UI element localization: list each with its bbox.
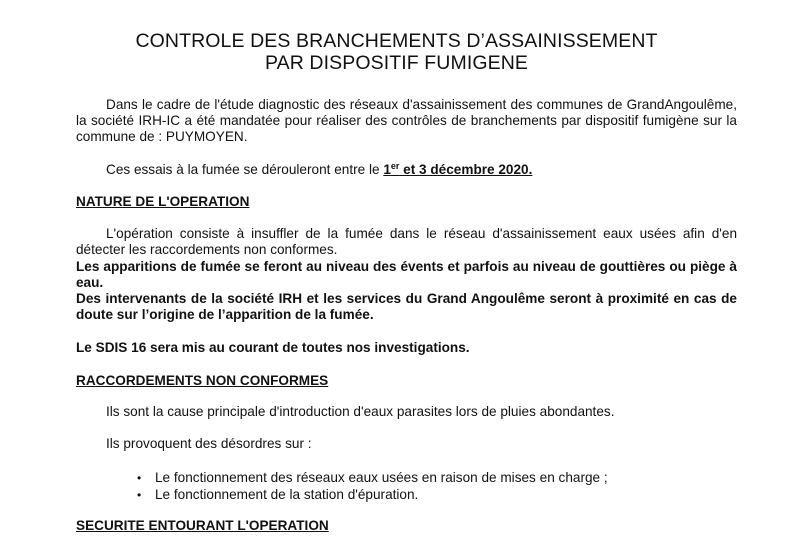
dates-day: 1 (383, 162, 391, 177)
sdis-notice: Le SDIS 16 sera mis au courant de toutes nos investigations. (76, 340, 470, 355)
nature-paragraph: L'opération consiste à insuffler de la fumée dans le réseau d'assainissement eaux usées afin d'en détecter les raccordements non conformes. (76, 226, 737, 257)
dates-prefix: Ces essais à la fumée se dérouleront entre le (106, 162, 384, 177)
section-heading-nature: NATURE DE L'OPERATION (76, 194, 250, 209)
document-title-line-1: CONTROLE DES BRANCHEMENTS D’ASSAINISSEMENT (135, 30, 658, 52)
bullet-item-1: Le fonctionnement des réseaux eaux usées en raison de mises en charge ; (155, 470, 608, 485)
nature-bold-staff: Des intervenants de la société IRH et les services du Grand Angoulême seront à proximité en cas de doute sur l’origine de l’apparition de la fumée. (76, 291, 737, 322)
dates-rest: et 3 décembre 2020. (399, 162, 533, 177)
bullet-item-2: Le fonctionnement de la station d'épuration. (155, 487, 419, 502)
dates-superscript: er (390, 161, 400, 171)
section-heading-raccordements: RACCORDEMENTS NON CONFORMES (76, 373, 329, 388)
raccordements-line-2: Ils provoquent des désordres sur : (106, 436, 312, 451)
nature-bold-smoke: Les apparitions de fumée se feront au niveau des évents et parfois au niveau de gouttières ou piège à eau. (76, 259, 737, 290)
document-title-line-2: PAR DISPOSITIF FUMIGENE (264, 52, 529, 74)
bullet-icon: • (137, 471, 142, 485)
section-heading-securite: SECURITE ENTOURANT L'OPERATION (76, 518, 329, 533)
intro-paragraph: Dans le cadre de l'étude diagnostic des réseaux d'assainissement des communes de GrandAngoulême, la société IRH-IC a été mandatée pour réaliser des contrôles de branchements par dispositif fumigène sur la commune de : PUYMOYEN. (76, 97, 737, 144)
bullet-icon: • (137, 488, 142, 502)
dates-line (106, 162, 532, 178)
dates-value (383, 162, 532, 177)
raccordements-line-1: Ils sont la cause principale d'introduction d'eaux parasites lors de pluies abondantes. (106, 404, 615, 419)
